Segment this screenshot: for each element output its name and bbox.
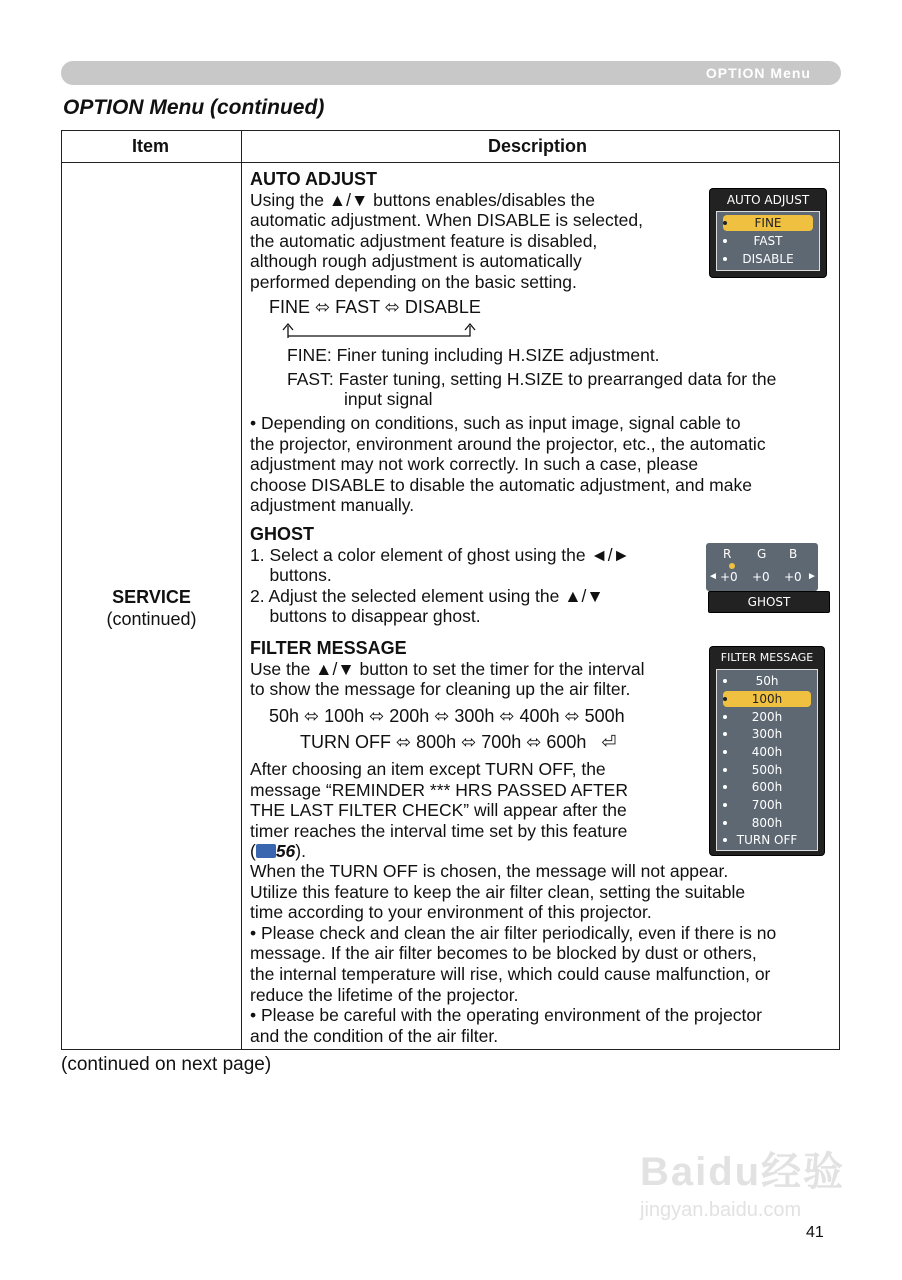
auto-adjust-cycle: FINE ⬄ FAST ⬄ DISABLE	[269, 297, 481, 317]
filter-more	[250, 861, 835, 1046]
page-number: 41	[806, 1224, 824, 1241]
right-arrow-icon: ►	[807, 571, 817, 582]
osd-item-disable: DISABLE	[723, 251, 813, 267]
fine-desc: Finer tuning including H.SIZE adjustment.	[336, 345, 660, 365]
filter-line: Use the ▲/▼ button to set the timer for the interval	[250, 658, 645, 679]
fast-desc-cont: input signal	[344, 389, 433, 410]
filter-osd-item: 50h	[723, 673, 811, 689]
filter-osd-item: 400h	[723, 744, 811, 760]
filter-after	[250, 759, 690, 862]
osd-item-fast: FAST	[723, 233, 813, 249]
filter-osd-list	[716, 669, 818, 851]
more-line: the internal temperature will rise, which could cause malfunction, or	[250, 963, 771, 984]
watermark-url: jingyan.baidu.com	[640, 1199, 802, 1221]
note-line: adjustment manually.	[250, 495, 415, 516]
filter-osd-item: 300h	[723, 726, 811, 742]
more-line: When the TURN OFF is chosen, the message will not appear.	[250, 861, 729, 881]
ghost-line: 1. Select a color element of ghost using the ◄/►	[250, 544, 630, 565]
filter-osd-item: 200h	[723, 709, 811, 725]
ghost-label-b: B	[789, 547, 798, 561]
auto-adjust-line: Using the ▲/▼ buttons enables/disables the	[250, 189, 595, 210]
ghost-label-g: G	[757, 547, 767, 561]
continued-note: (continued on next page)	[61, 1054, 272, 1075]
auto-adjust-note	[250, 413, 835, 516]
ghost-line: 2. Adjust the selected element using the ▲/▼	[250, 585, 604, 606]
ghost-value-g: +0	[752, 570, 770, 584]
auto-adjust-line: although rough adjustment is automatically	[250, 251, 582, 272]
ghost-section	[250, 524, 690, 627]
after-line: After choosing an item except TURN OFF, the	[250, 759, 606, 779]
filter-osd	[710, 647, 824, 855]
note-line: adjustment may not work correctly. In such a case, please	[250, 454, 699, 475]
osd-title: AUTO ADJUST	[726, 193, 810, 207]
ghost-title: GHOST	[250, 524, 315, 544]
filter-osd-item: TURN OFF	[723, 832, 811, 848]
item-name: SERVICE	[112, 587, 191, 607]
book-icon	[256, 844, 276, 858]
table-divider-vertical	[241, 131, 242, 1049]
filter-osd-item: 500h	[723, 762, 811, 778]
ghost-line: buttons.	[250, 565, 332, 586]
more-line: time according to your environment of this projector.	[250, 902, 652, 923]
osd-item-fine: FINE	[723, 215, 813, 231]
more-line: • Please check and clean the air filter periodically, even if there is no	[250, 922, 777, 943]
filter-osd-title: FILTER MESSAGE	[720, 651, 814, 664]
note-line: choose DISABLE to disable the automatic adjustment, and make	[250, 474, 752, 495]
more-line: and the condition of the air filter.	[250, 1025, 499, 1046]
item-cell	[62, 586, 241, 630]
auto-adjust-osd	[710, 189, 826, 277]
return-arrow-icon: ⏎	[601, 732, 617, 752]
note-line: • Depending on conditions, such as input image, signal cable to	[250, 413, 741, 433]
auto-adjust-title: AUTO ADJUST	[250, 169, 378, 189]
column-header-item: Item	[132, 136, 170, 156]
ghost-label-r: R	[723, 547, 732, 561]
filter-osd-item: 700h	[723, 797, 811, 813]
ref-number: 56	[275, 841, 296, 862]
page-title: OPTION Menu (continued)	[63, 96, 325, 119]
baidu-watermark	[640, 1140, 845, 1222]
after-line: timer reaches the interval time set by this feature	[250, 820, 628, 841]
filter-osd-item: 600h	[723, 779, 811, 795]
filter-osd-item: 800h	[723, 815, 811, 831]
auto-adjust-definitions	[287, 345, 832, 410]
fast-desc: Faster tuning, setting H.SIZE to prearranged data for the	[338, 368, 777, 389]
fine-label: FINE:	[287, 345, 332, 365]
filter-osd-item: 100h	[723, 691, 811, 707]
more-line: reduce the lifetime of the projector.	[250, 984, 519, 1005]
ref-suffix: ).	[295, 841, 306, 862]
watermark-brand: Baidu经验	[640, 1150, 846, 1194]
after-line: THE LAST FILTER CHECK” will appear after the	[250, 800, 627, 821]
more-line: Utilize this feature to keep the air filter clean, setting the suitable	[250, 881, 746, 902]
more-line: • Please be careful with the operating environment of the projector	[250, 1005, 762, 1026]
fast-label: FAST:	[287, 368, 334, 389]
header-label: OPTION Menu	[705, 65, 811, 81]
auto-adjust-line: automatic adjustment. When DISABLE is selected,	[250, 210, 643, 231]
auto-adjust-line: the automatic adjustment feature is disabled,	[250, 230, 598, 251]
header-bar	[61, 61, 841, 85]
more-line: message. If the air filter becomes to be blocked by dust or others,	[250, 943, 757, 964]
left-arrow-icon: ◄	[708, 571, 718, 582]
auto-adjust-line: performed depending on the basic setting.	[250, 271, 577, 292]
item-sub: (continued)	[106, 609, 197, 629]
column-header-description: Description	[488, 136, 588, 156]
cycle-return-arrow	[280, 318, 480, 340]
table-divider-horizontal	[62, 162, 839, 163]
ghost-selector-icon	[729, 563, 735, 569]
filter-cycle-2-text: TURN OFF ⬄ 800h ⬄ 700h ⬄ 600h	[300, 732, 587, 752]
after-line: message “REMINDER *** HRS PASSED AFTER	[250, 779, 628, 800]
filter-section	[250, 638, 700, 700]
filter-title: FILTER MESSAGE	[250, 638, 407, 658]
osd-list	[716, 211, 820, 271]
ghost-title-bar: GHOST	[708, 591, 830, 613]
ghost-value-b: +0	[784, 570, 802, 584]
ghost-osd	[706, 543, 830, 613]
ghost-line: buttons to disappear ghost.	[250, 606, 481, 627]
page-reference: ( 56).	[250, 841, 306, 862]
auto-adjust-section	[250, 169, 700, 293]
filter-cycle-2	[300, 732, 616, 753]
filter-line: to show the message for cleaning up the air filter.	[250, 679, 631, 700]
filter-cycle-1: 50h ⬄ 100h ⬄ 200h ⬄ 300h ⬄ 400h ⬄ 500h	[269, 706, 625, 726]
note-line: the projector, environment around the projector, etc., the automatic	[250, 433, 766, 454]
ghost-value-r: +0	[720, 570, 738, 584]
